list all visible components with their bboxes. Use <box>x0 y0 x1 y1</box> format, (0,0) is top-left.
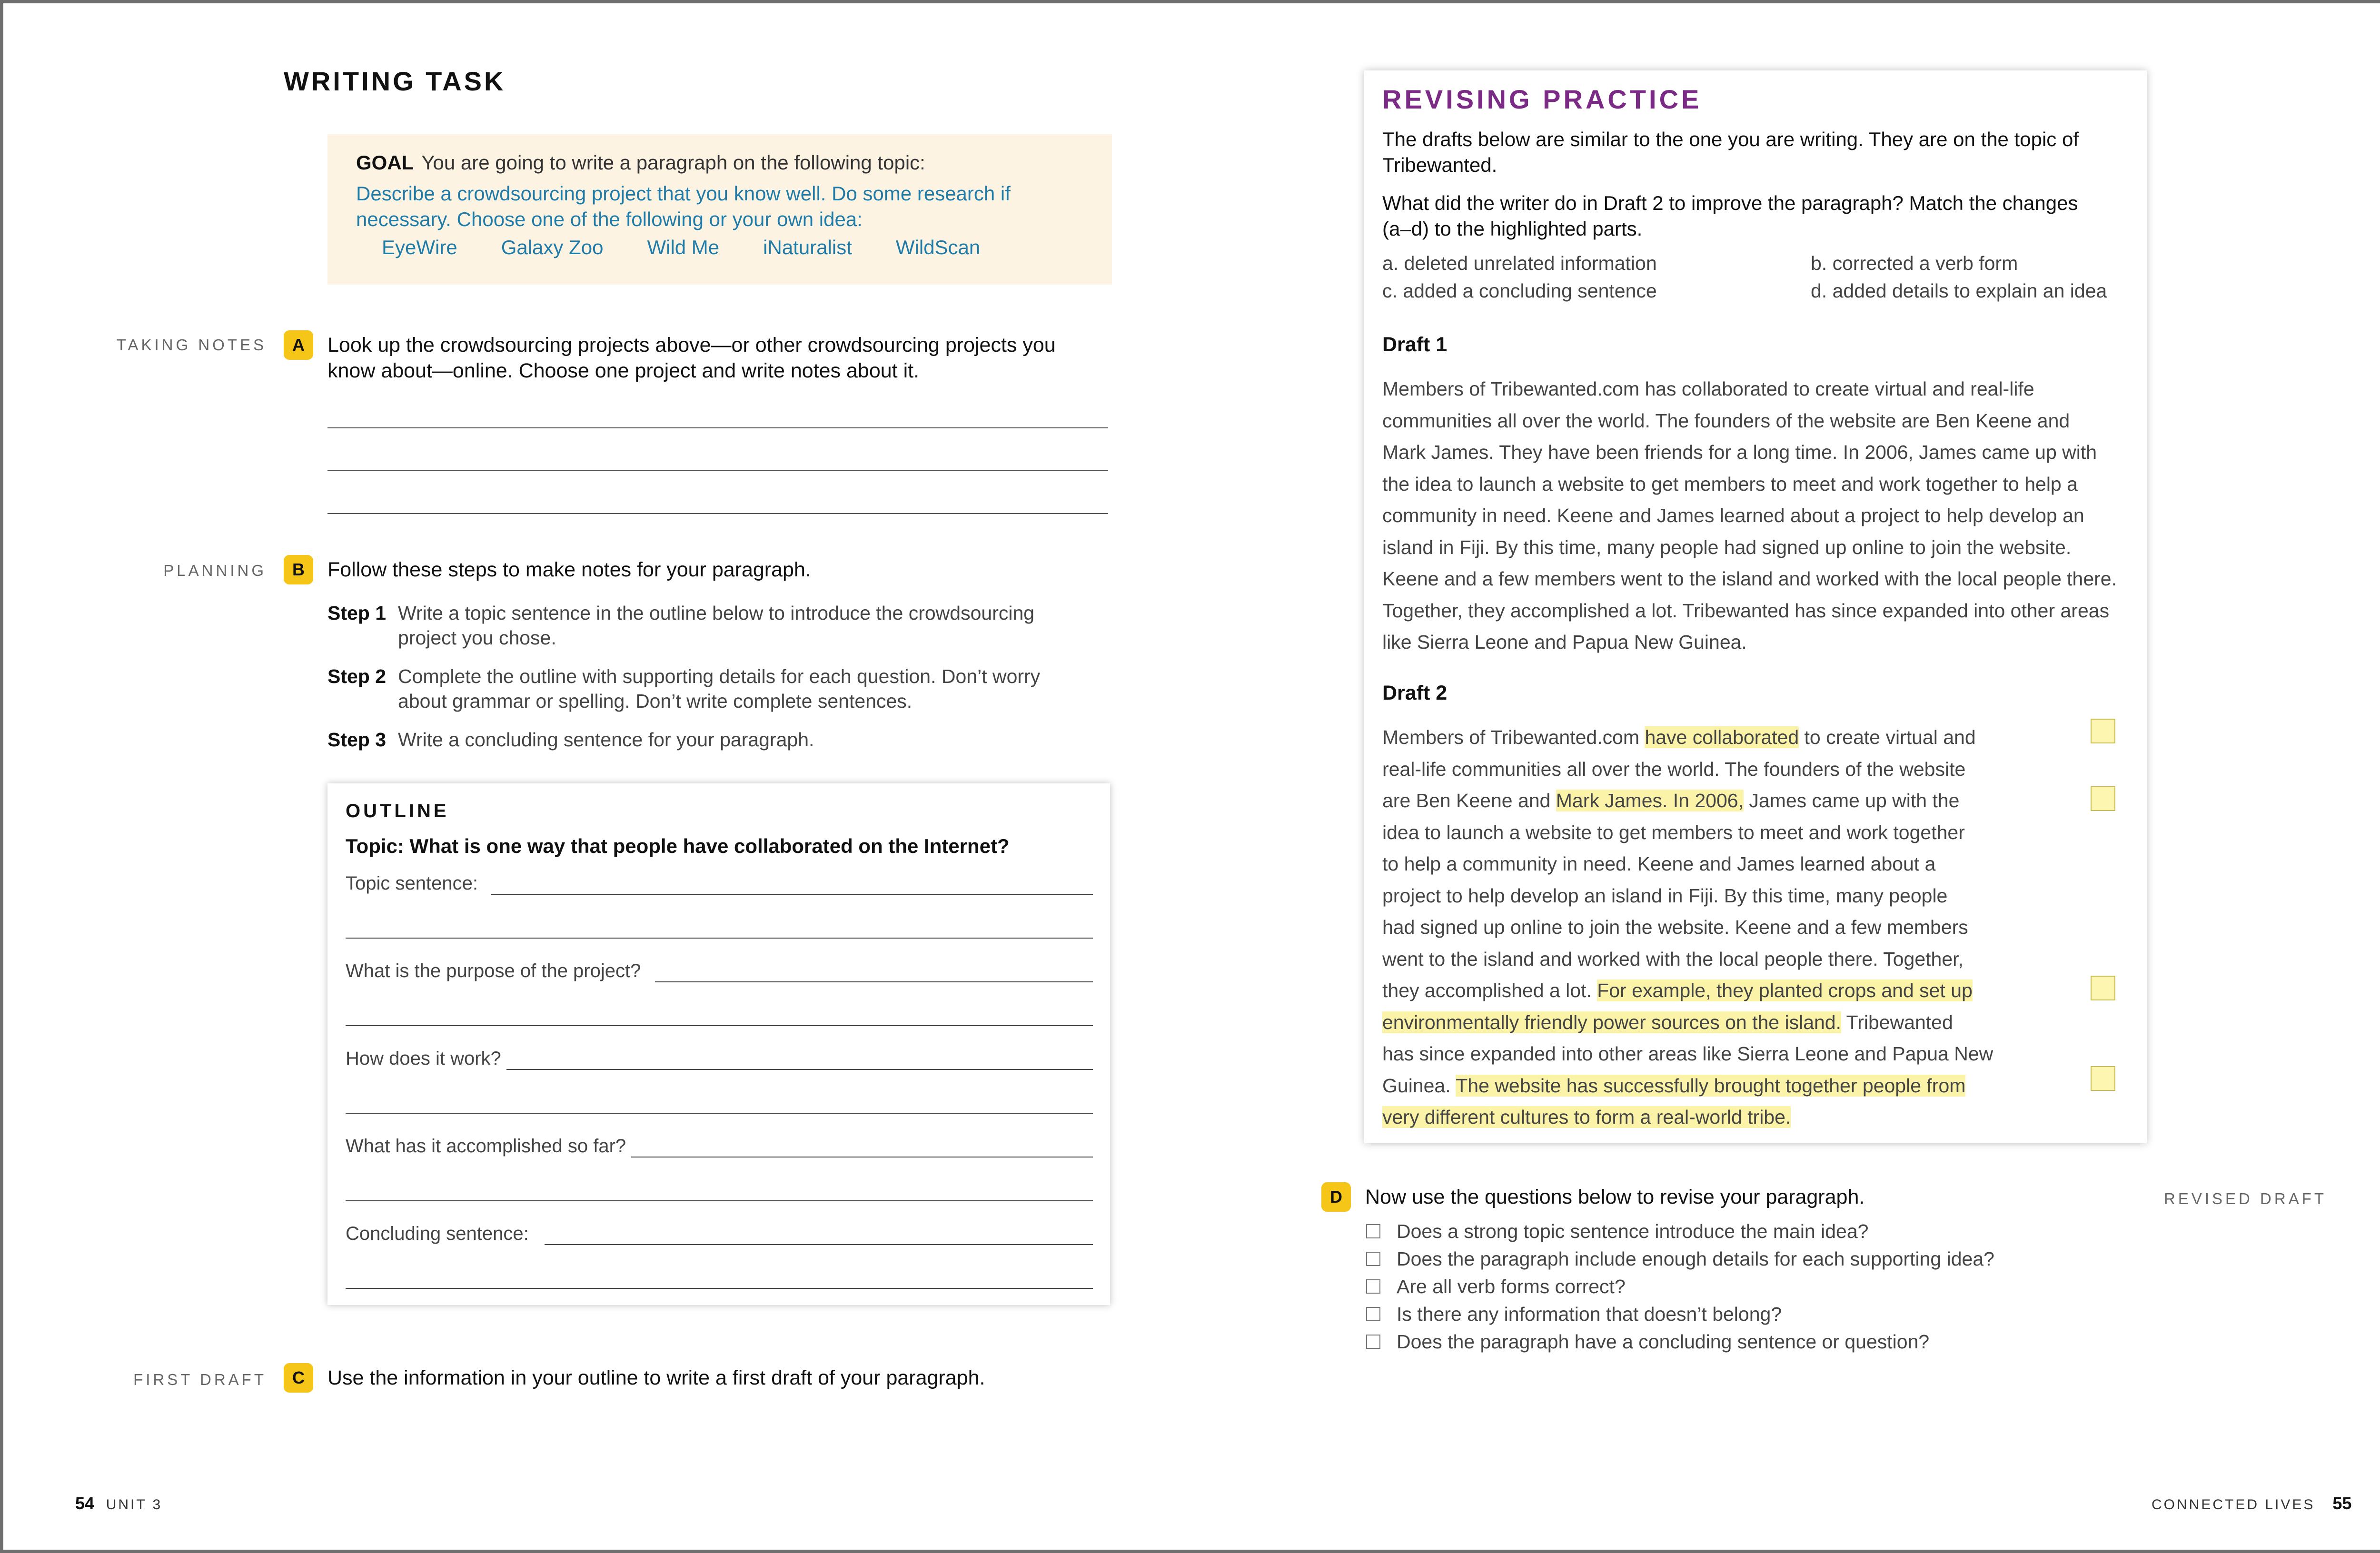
side-label-planning: PLANNING <box>163 562 267 579</box>
page-number-right: 55 <box>2332 1494 2352 1513</box>
section-d-instructions: Now use the questions below to revise your paragraph. <box>1365 1186 1865 1208</box>
draft-1-paragraph: Members of Tribewanted.com has collaborated to create virtual and real-life communities all over the world. The founders of the website are Ben Keene and Mark James. They have been friends for a long time. In 2006, James came up with the idea to launch a website to get members to meet and work together to help a community in need. Keene and James learned about a project to help develop an island in Fiji. By this time, many people had signed up online to join the website. Keene and a few members went to the island and worked with the local people there. Together, they accomplished a lot. Tribewanted has since expanded into other areas like Sierra Leone and Papua New Guinea. <box>1382 378 2117 653</box>
revising-intro: The drafts below are similar to the one you are writing. They are on the topic of Tribewanted. <box>1382 128 2079 176</box>
checklist-item[interactable]: Is there any information that doesn’t belong? <box>1366 1300 1994 1328</box>
draft-2-paragraph: Members of Tribewanted.com have collaborated to create virtual and real-life communities all over the world. The founders of the website are Ben Keene and Mark James. In 2006, James came up with the idea to launch a website to get members to meet and work together to help a community in need. Keene and James learned about a project to help develop an island in Fiji. By this time, many people had signed up online to join the website. Keene and a few members went to the island and worked with the local people there. Together, they accomplished a lot. For example, they planted crops and set up environmentally friendly power sources on the island. Tribewanted has since expanded into other areas like Sierra Leone and Papua New Guinea. The website has successfully brought together people from very different cultures to form a real-world tribe. <box>1382 726 1993 1128</box>
checklist-item[interactable]: Does a strong topic sentence introduce the main idea? <box>1366 1217 1994 1245</box>
outline-question-concluding: Concluding sentence: <box>346 1223 529 1244</box>
checklist-item[interactable]: Does the paragraph include enough details for each supporting idea? <box>1366 1245 1994 1273</box>
section-c-instructions: Use the information in your outline to write a first draft of your paragraph. <box>327 1366 985 1389</box>
option-a: a. deleted unrelated information <box>1382 252 1657 274</box>
outline-answer-line[interactable] <box>655 981 1093 982</box>
writing-task-title: WRITING TASK <box>284 66 506 96</box>
badge-d: D <box>1321 1182 1351 1212</box>
goal-description: Describe a crowdsourcing project that you know well. Do some research if necessary. Choose one of the following or your own idea: <box>356 182 1011 230</box>
step-1: Step 1 Write a topic sentence in the outline below to introduce the crowdsourcing project you chose. <box>327 602 1035 649</box>
outline-answer-line[interactable] <box>491 894 1093 895</box>
option-b: b. corrected a verb form <box>1811 252 2018 274</box>
badge-b: B <box>284 555 313 584</box>
highlight-verb-form: have collaborated <box>1645 726 1799 748</box>
notes-line[interactable] <box>327 427 1108 428</box>
highlight-added-details-cont: environmentally friendly power sources on the island. <box>1382 1011 1842 1033</box>
outline-question-how-it-works: How does it work? <box>346 1048 501 1069</box>
goal-box <box>327 134 1112 285</box>
side-label-revised-draft: REVISED DRAFT <box>2164 1190 2327 1207</box>
checkbox[interactable] <box>1366 1335 1380 1349</box>
side-label-first-draft: FIRST DRAFT <box>133 1371 267 1388</box>
goal-text: You are going to write a paragraph on the following topic: <box>421 151 925 174</box>
outline-question-purpose: What is the purpose of the project? <box>346 960 641 981</box>
outline-answer-line[interactable] <box>346 1288 1093 1289</box>
revising-practice-title: REVISING PRACTICE <box>1382 84 1702 114</box>
outline-box <box>327 783 1110 1305</box>
checkbox[interactable] <box>1366 1307 1380 1321</box>
outline-topic: Topic: What is one way that people have collaborated on the Internet? <box>346 835 1010 857</box>
left-footer <box>75 1494 162 1513</box>
goal-option: EyeWire <box>382 236 457 258</box>
goal-option: Wild Me <box>647 236 720 258</box>
outline-question-topic-sentence: Topic sentence: <box>346 873 478 894</box>
outline-answer-line[interactable] <box>545 1244 1093 1245</box>
goal-option: Galaxy Zoo <box>501 236 604 258</box>
answer-box-1[interactable] <box>2091 719 2115 743</box>
revising-question: What did the writer do in Draft 2 to improve the paragraph? Match the changes (a–d) to the highlighted parts. <box>1382 192 2078 240</box>
outline-answer-line[interactable] <box>346 1113 1093 1114</box>
option-c: c. added a concluding sentence <box>1382 280 1657 302</box>
section-label: CONNECTED LIVES <box>2152 1497 2315 1513</box>
checkbox[interactable] <box>1366 1279 1380 1294</box>
outline-answer-line[interactable] <box>346 1025 1093 1026</box>
side-label-taking-notes: TAKING NOTES <box>116 336 267 354</box>
outline-question-accomplished: What has it accomplished so far? <box>346 1136 626 1157</box>
goal-option: iNaturalist <box>763 236 852 258</box>
notes-line[interactable] <box>327 470 1108 471</box>
notes-line[interactable] <box>327 513 1108 514</box>
section-a-instructions: Look up the crowdsourcing projects above—or other crowdsourcing projects you know about—online. Choose one project and write notes about it. <box>327 334 1056 382</box>
step-2: Step 2 Complete the outline with supporting details for each question. Don’t worry about grammar or spelling. Don’t write complete sentences. <box>327 665 1041 712</box>
step-3: Step 3 Write a concluding sentence for your paragraph. <box>327 729 814 751</box>
revision-checklist <box>1366 1217 1994 1355</box>
draft-2-title: Draft 2 <box>1382 682 1448 704</box>
highlight-concluding-sentence-cont: very different cultures to form a real-world tribe. <box>1382 1106 1791 1128</box>
checkbox[interactable] <box>1366 1224 1380 1238</box>
checklist-item[interactable]: Does the paragraph have a concluding sentence or question? <box>1366 1328 1994 1355</box>
highlight-deleted-info: Mark James. In 2006, <box>1556 790 1744 811</box>
unit-label: UNIT 3 <box>106 1497 163 1513</box>
checklist-item[interactable]: Are all verb forms correct? <box>1366 1273 1994 1300</box>
right-footer <box>2152 1494 2351 1513</box>
outline-answer-line[interactable] <box>346 938 1093 939</box>
answer-box-4[interactable] <box>2091 1066 2115 1091</box>
draft-1-title: Draft 1 <box>1382 333 1448 356</box>
badge-c: C <box>284 1363 313 1393</box>
answer-box-3[interactable] <box>2091 976 2115 1000</box>
option-d: d. added details to explain an idea <box>1811 280 2107 302</box>
outline-answer-line[interactable] <box>346 1200 1093 1201</box>
checkbox[interactable] <box>1366 1252 1380 1266</box>
highlight-added-details: For example, they planted crops and set up <box>1597 979 1973 1001</box>
goal-label: GOAL <box>356 151 414 174</box>
answer-box-2[interactable] <box>2091 786 2115 811</box>
revising-practice-box <box>1364 70 2147 1143</box>
goal-option: WildScan <box>895 236 981 258</box>
outline-answer-line[interactable] <box>506 1069 1093 1070</box>
highlight-concluding-sentence: The website has successfully brought together people from <box>1456 1074 1966 1097</box>
page-number-left: 54 <box>75 1494 95 1513</box>
outline-heading: OUTLINE <box>346 801 449 821</box>
goal-options <box>356 236 1083 259</box>
badge-a: A <box>284 330 313 360</box>
section-b-instructions: Follow these steps to make notes for your paragraph. <box>327 558 811 581</box>
